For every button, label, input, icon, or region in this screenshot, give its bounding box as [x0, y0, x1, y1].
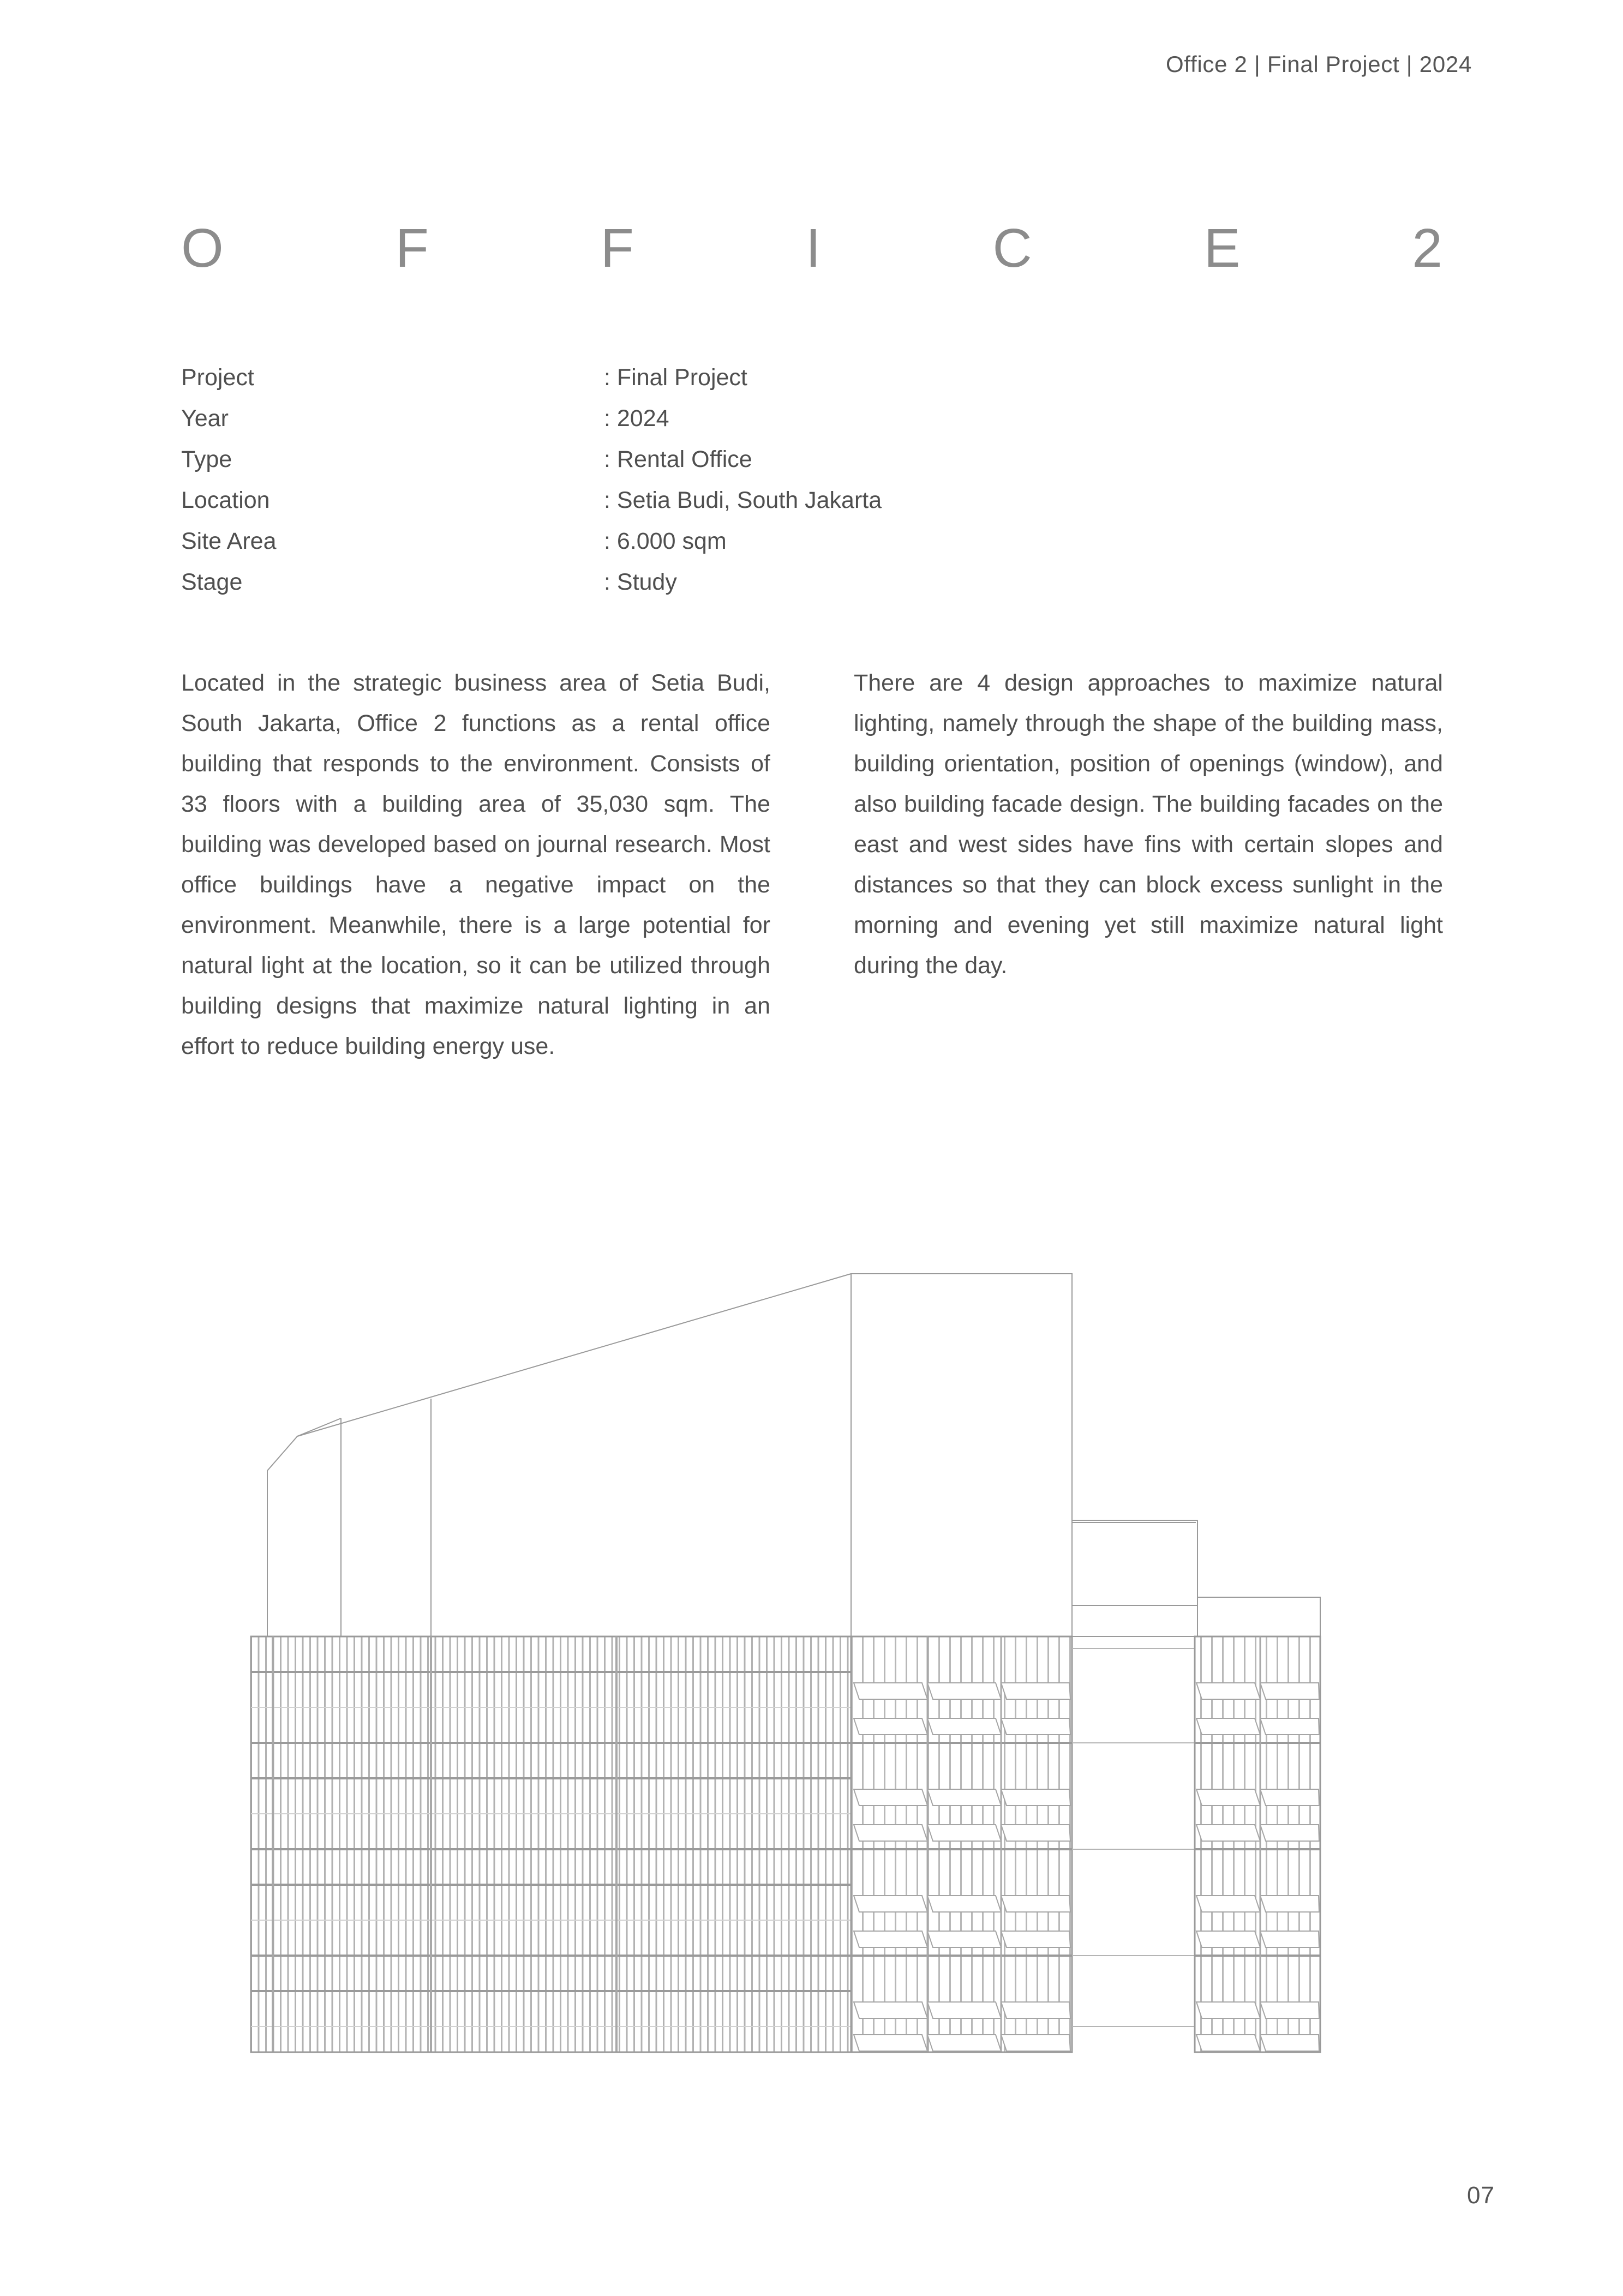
- meta-label-year: Year: [181, 405, 229, 431]
- running-header: Office 2 | Final Project | 2024: [1165, 51, 1472, 77]
- title-letter-f1: F: [395, 218, 429, 279]
- title-number-2: 2: [1412, 218, 1442, 279]
- elevation-svg: [0, 1260, 1623, 2073]
- title-letter-i: I: [805, 218, 821, 279]
- body-paragraph-left: Located in the strategic business area of Setia Budi, South Jakarta, Office 2 functions as a rental office building that responds to the environment. Consists of 33 floors with a building area of 35,030 sqm. The building was developed based on journal research. Most office buildings have a negative impact on the environment. Meanwhile, there is a large potential for natural light at the location, so it can be utilized through building designs that maximize natural lighting in an effort to reduce building energy use.: [181, 670, 770, 1059]
- title-letter-e: E: [1203, 218, 1241, 279]
- body-paragraph-right: There are 4 design approaches to maximize natural lighting, namely through the shape of the building mass, building orientation, position of openings (window), and also building facade design. The building facades on the east and west sides have fins with certain slopes and distances so that they can block excess sunlight in the morning and evening yet still maximize natural light during the day.: [854, 670, 1443, 979]
- project-metadata: [181, 365, 945, 611]
- mass-step-b: [1197, 1597, 1320, 1636]
- mass-sloped-roofline: [297, 1274, 851, 1436]
- title-letter-c: C: [992, 218, 1032, 279]
- page-title: [181, 218, 1442, 278]
- meta-value-site-area: : 6.000 sqm: [604, 528, 727, 554]
- meta-value-project: : Final Project: [604, 364, 747, 391]
- meta-label-type: Type: [181, 446, 232, 472]
- meta-row-type: [181, 447, 945, 488]
- facade-fins-main: [251, 1636, 851, 2052]
- body-columns: [181, 663, 1443, 1066]
- meta-label-stage: Stage: [181, 569, 243, 595]
- meta-value-year: : 2024: [604, 405, 669, 431]
- title-letter-f2: F: [600, 218, 634, 279]
- meta-row-project: [181, 365, 945, 406]
- meta-label-project: Project: [181, 364, 254, 391]
- meta-row-location: [181, 488, 945, 529]
- mass-tower: [851, 1274, 1072, 1636]
- meta-row-site-area: [181, 529, 945, 570]
- page-number: 07: [1467, 2182, 1495, 2209]
- body-column-left: [181, 663, 770, 1066]
- body-column-right: [854, 663, 1443, 1066]
- mass-step-a: [1072, 1520, 1197, 1636]
- meta-value-stage: : Study: [604, 569, 677, 595]
- meta-value-type: : Rental Office: [604, 446, 752, 472]
- mass-left-slab: [267, 1418, 341, 1636]
- meta-label-location: Location: [181, 487, 270, 513]
- meta-row-year: [181, 406, 945, 447]
- title-letter-o: O: [181, 218, 224, 279]
- meta-row-stage: [181, 570, 945, 611]
- building-elevation-drawing: [0, 1260, 1623, 2073]
- meta-value-location: : Setia Budi, South Jakarta: [604, 487, 882, 513]
- meta-label-site-area: Site Area: [181, 528, 277, 554]
